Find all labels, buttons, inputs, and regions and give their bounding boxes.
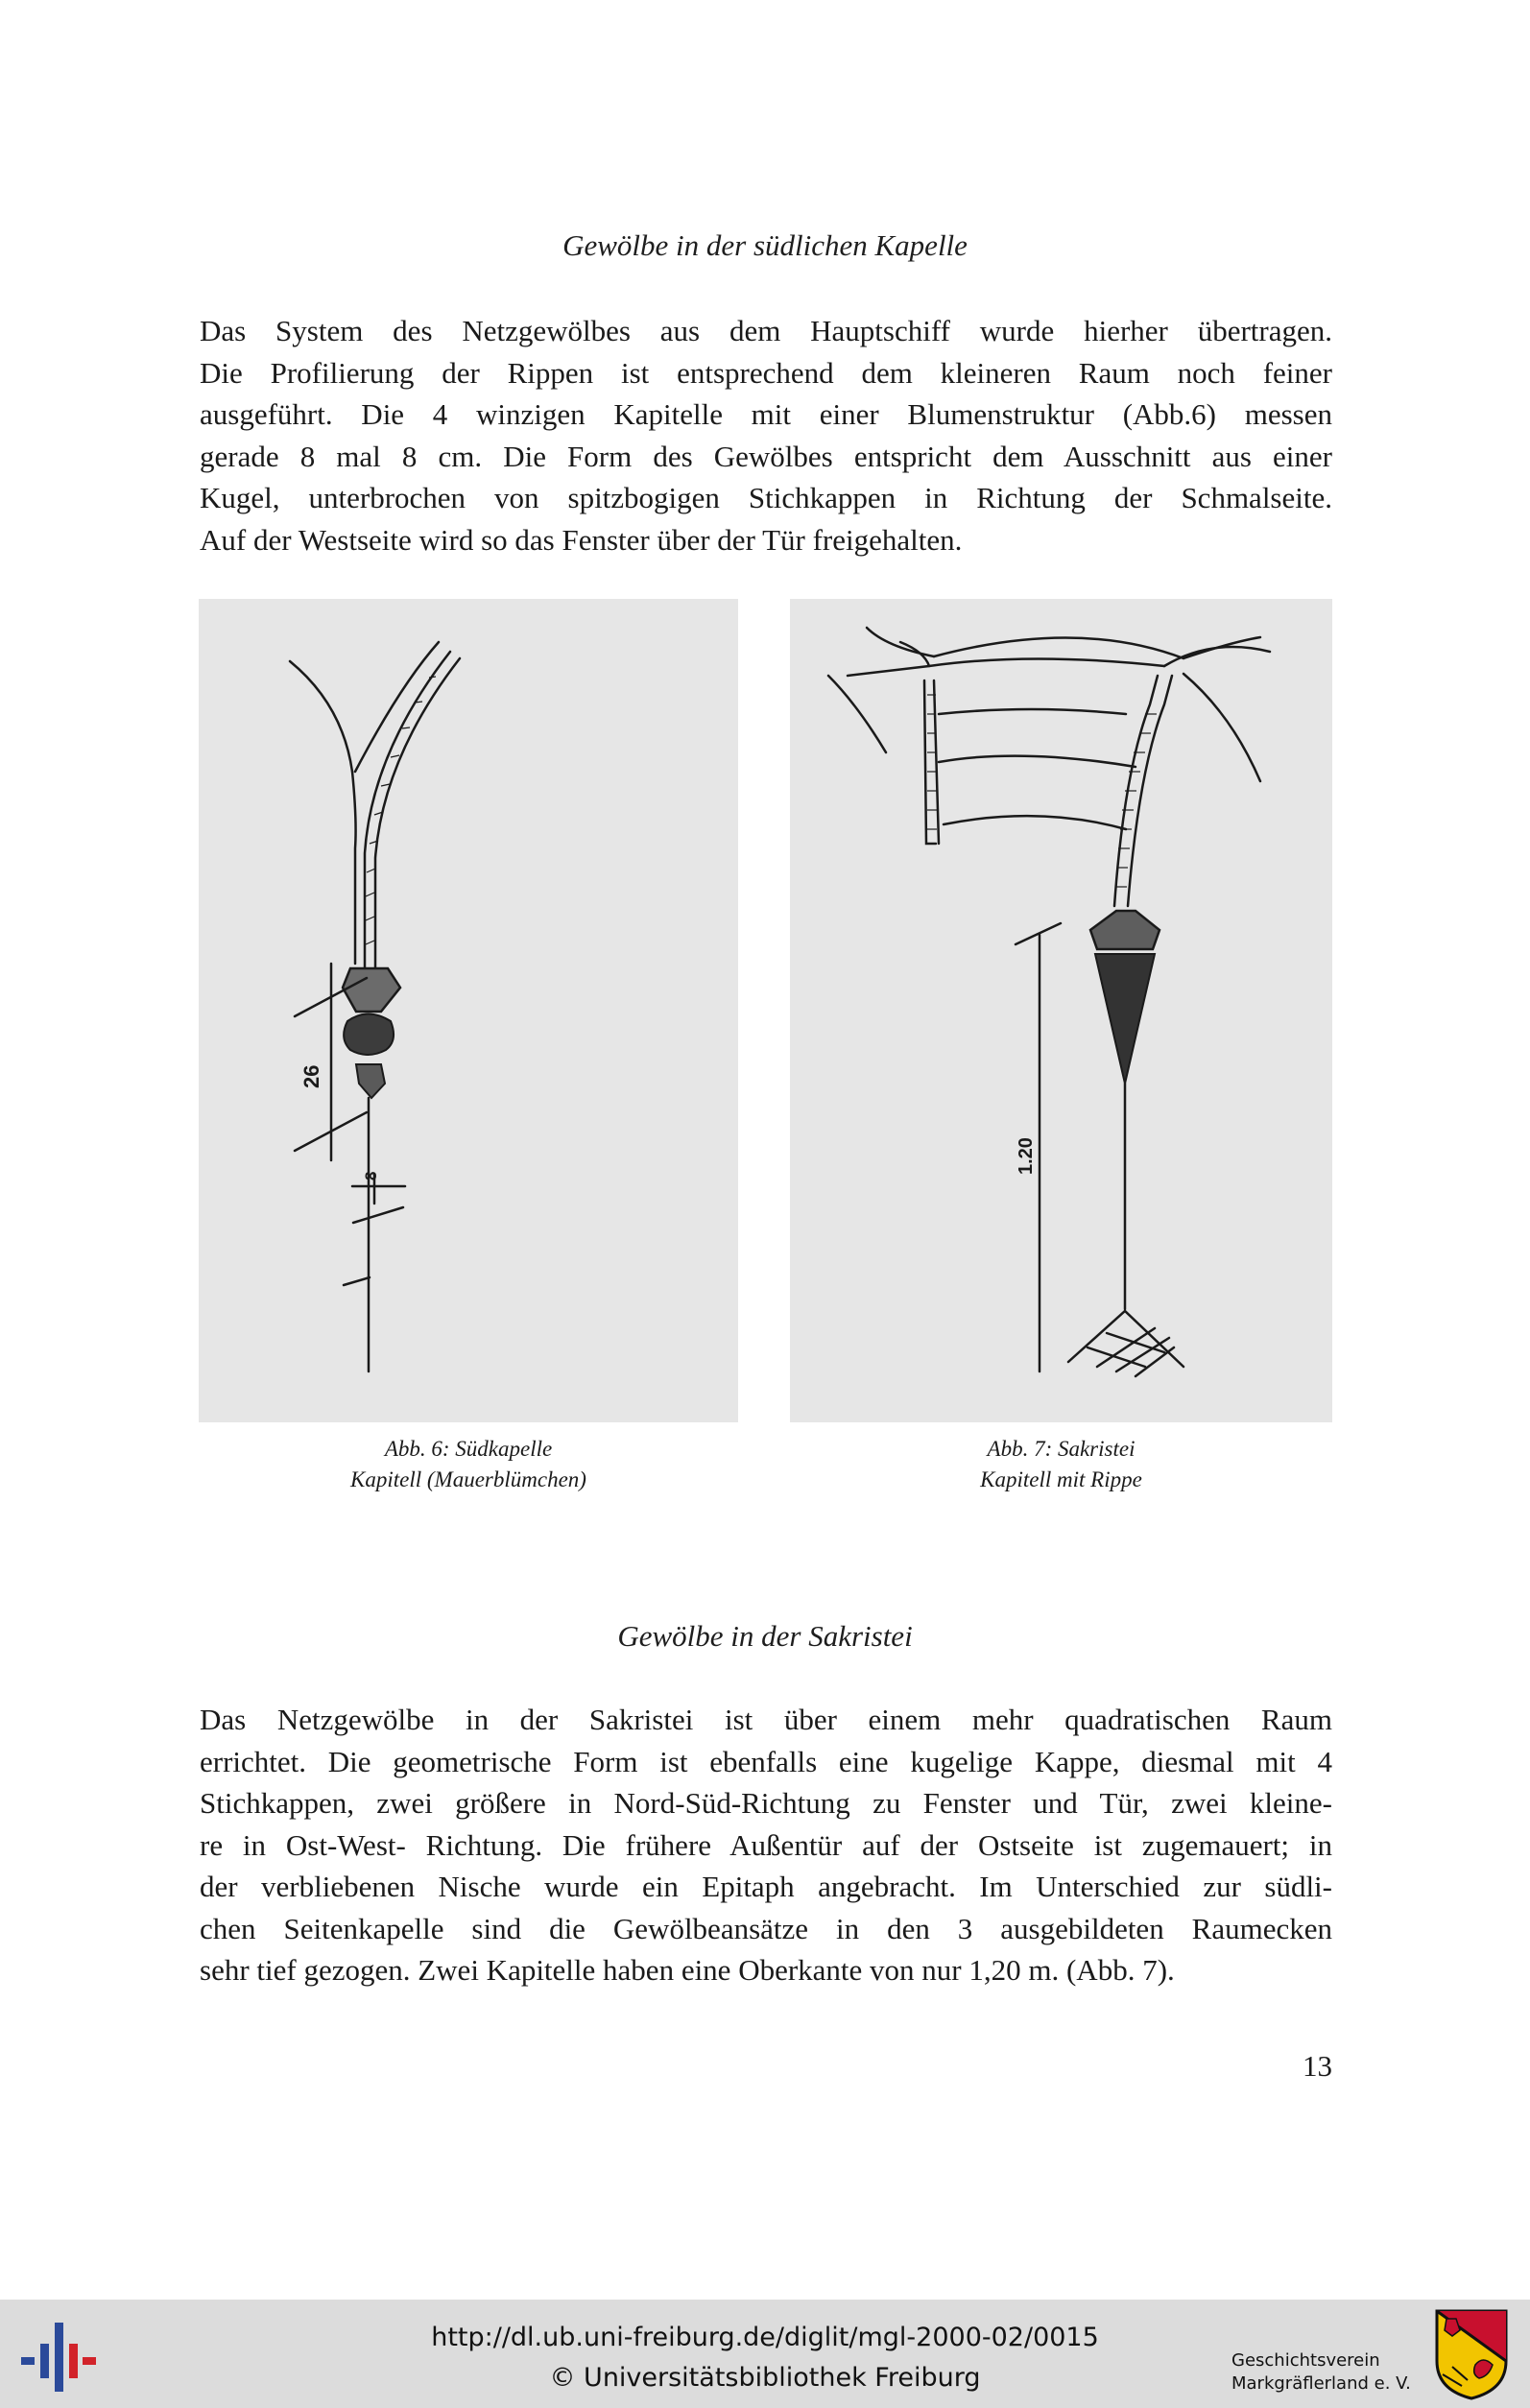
section-heading-sacristy: Gewölbe in der Sakristei xyxy=(617,1619,913,1653)
capital-drawing-south-chapel xyxy=(199,599,738,1422)
text-line: sehr tief gezogen. Zwei Kapitelle haben eine Oberkante von nur 1,20 m. (Abb. 7). xyxy=(200,1953,1175,1987)
figure-abb6-capital-drawing xyxy=(199,599,738,1422)
text-line: Die Profilierung der Rippen ist entsprechend dem kleineren Raum noch feiner xyxy=(200,355,1332,390)
text-line: Kugel, unterbrochen von spitzbogigen Stichkappen in Richtung der Schmalseite. xyxy=(200,481,1332,514)
text-line: gerade 8 mal 8 cm. Die Form des Gewölbes entspricht dem Ausschnitt aus einer xyxy=(200,439,1332,473)
caption-line: Abb. 6: Südkapelle xyxy=(384,1437,553,1461)
figure-caption-abb6 xyxy=(199,1434,738,1495)
text-line: Auf der Westseite wird so das Fenster über der Tür freigehalten. xyxy=(200,522,963,557)
text-line: Stichkappen, zwei größere in Nord-Süd-Richtung zu Fenster und Tür, zwei kleine- xyxy=(200,1786,1332,1820)
coat-of-arms-icon[interactable] xyxy=(1433,2307,1510,2401)
capital-drawing-sacristy xyxy=(790,599,1332,1422)
text-line: der verbliebenen Nische wurde ein Epitaph angebracht. Im Unterschied zur südli- xyxy=(200,1870,1332,1903)
text-line: Das System des Netzgewölbes aus dem Hauptschiff wurde hierher übertragen. xyxy=(200,314,1332,347)
figure-abb7-capital-rib-drawing xyxy=(790,599,1332,1422)
text-line: errichtet. Die geometrische Form ist ebenfalls eine kugelige Kappe, diesmal mit 4 xyxy=(200,1744,1332,1778)
society-name xyxy=(1231,2349,1423,2396)
caption-line: Kapitell mit Rippe xyxy=(980,1467,1142,1491)
dimension-label-26: 26 xyxy=(299,1064,323,1088)
society-name-line: Geschichtsverein xyxy=(1231,2350,1380,2371)
footer-bar xyxy=(0,2300,1530,2408)
caption-line: Kapitell (Mauerblümchen) xyxy=(350,1467,586,1491)
dimension-label-1-20: 1.20 xyxy=(1016,1137,1037,1175)
paragraph-sacristy xyxy=(200,1699,1332,1991)
footer-copyright: © Universitätsbibliothek Freiburg xyxy=(549,2363,981,2393)
text-line: ausgeführt. Die 4 winzigen Kapitelle mit einer Blumenstruktur (Abb.6) messen xyxy=(200,397,1332,431)
text-line: re in Ost-West- Richtung. Die frühere Außentür auf der Ostseite ist zugemauert; in xyxy=(200,1827,1332,1862)
text-line: chen Seitenkapelle sind die Gewölbeansätze in den 3 ausgebildeten Raumecken xyxy=(200,1911,1332,1945)
text-line: Das Netzgewölbe in der Sakristei ist über einem mehr quadratischen Raum xyxy=(200,1703,1332,1736)
section-heading-south-chapel: Gewölbe in der südlichen Kapelle xyxy=(562,228,968,262)
paragraph-south-chapel xyxy=(200,310,1332,560)
footer-url-link[interactable]: http://dl.ub.uni-freiburg.de/diglit/mgl-2000-02/0015 xyxy=(431,2323,1099,2352)
society-name-line: Markgräflerland e. V. xyxy=(1231,2373,1411,2394)
page-number: 13 xyxy=(1303,2049,1332,2083)
dimension-label-8: 8 xyxy=(362,1171,380,1180)
caption-line: Abb. 7: Sakristei xyxy=(987,1437,1136,1461)
figure-caption-abb7 xyxy=(790,1434,1332,1495)
